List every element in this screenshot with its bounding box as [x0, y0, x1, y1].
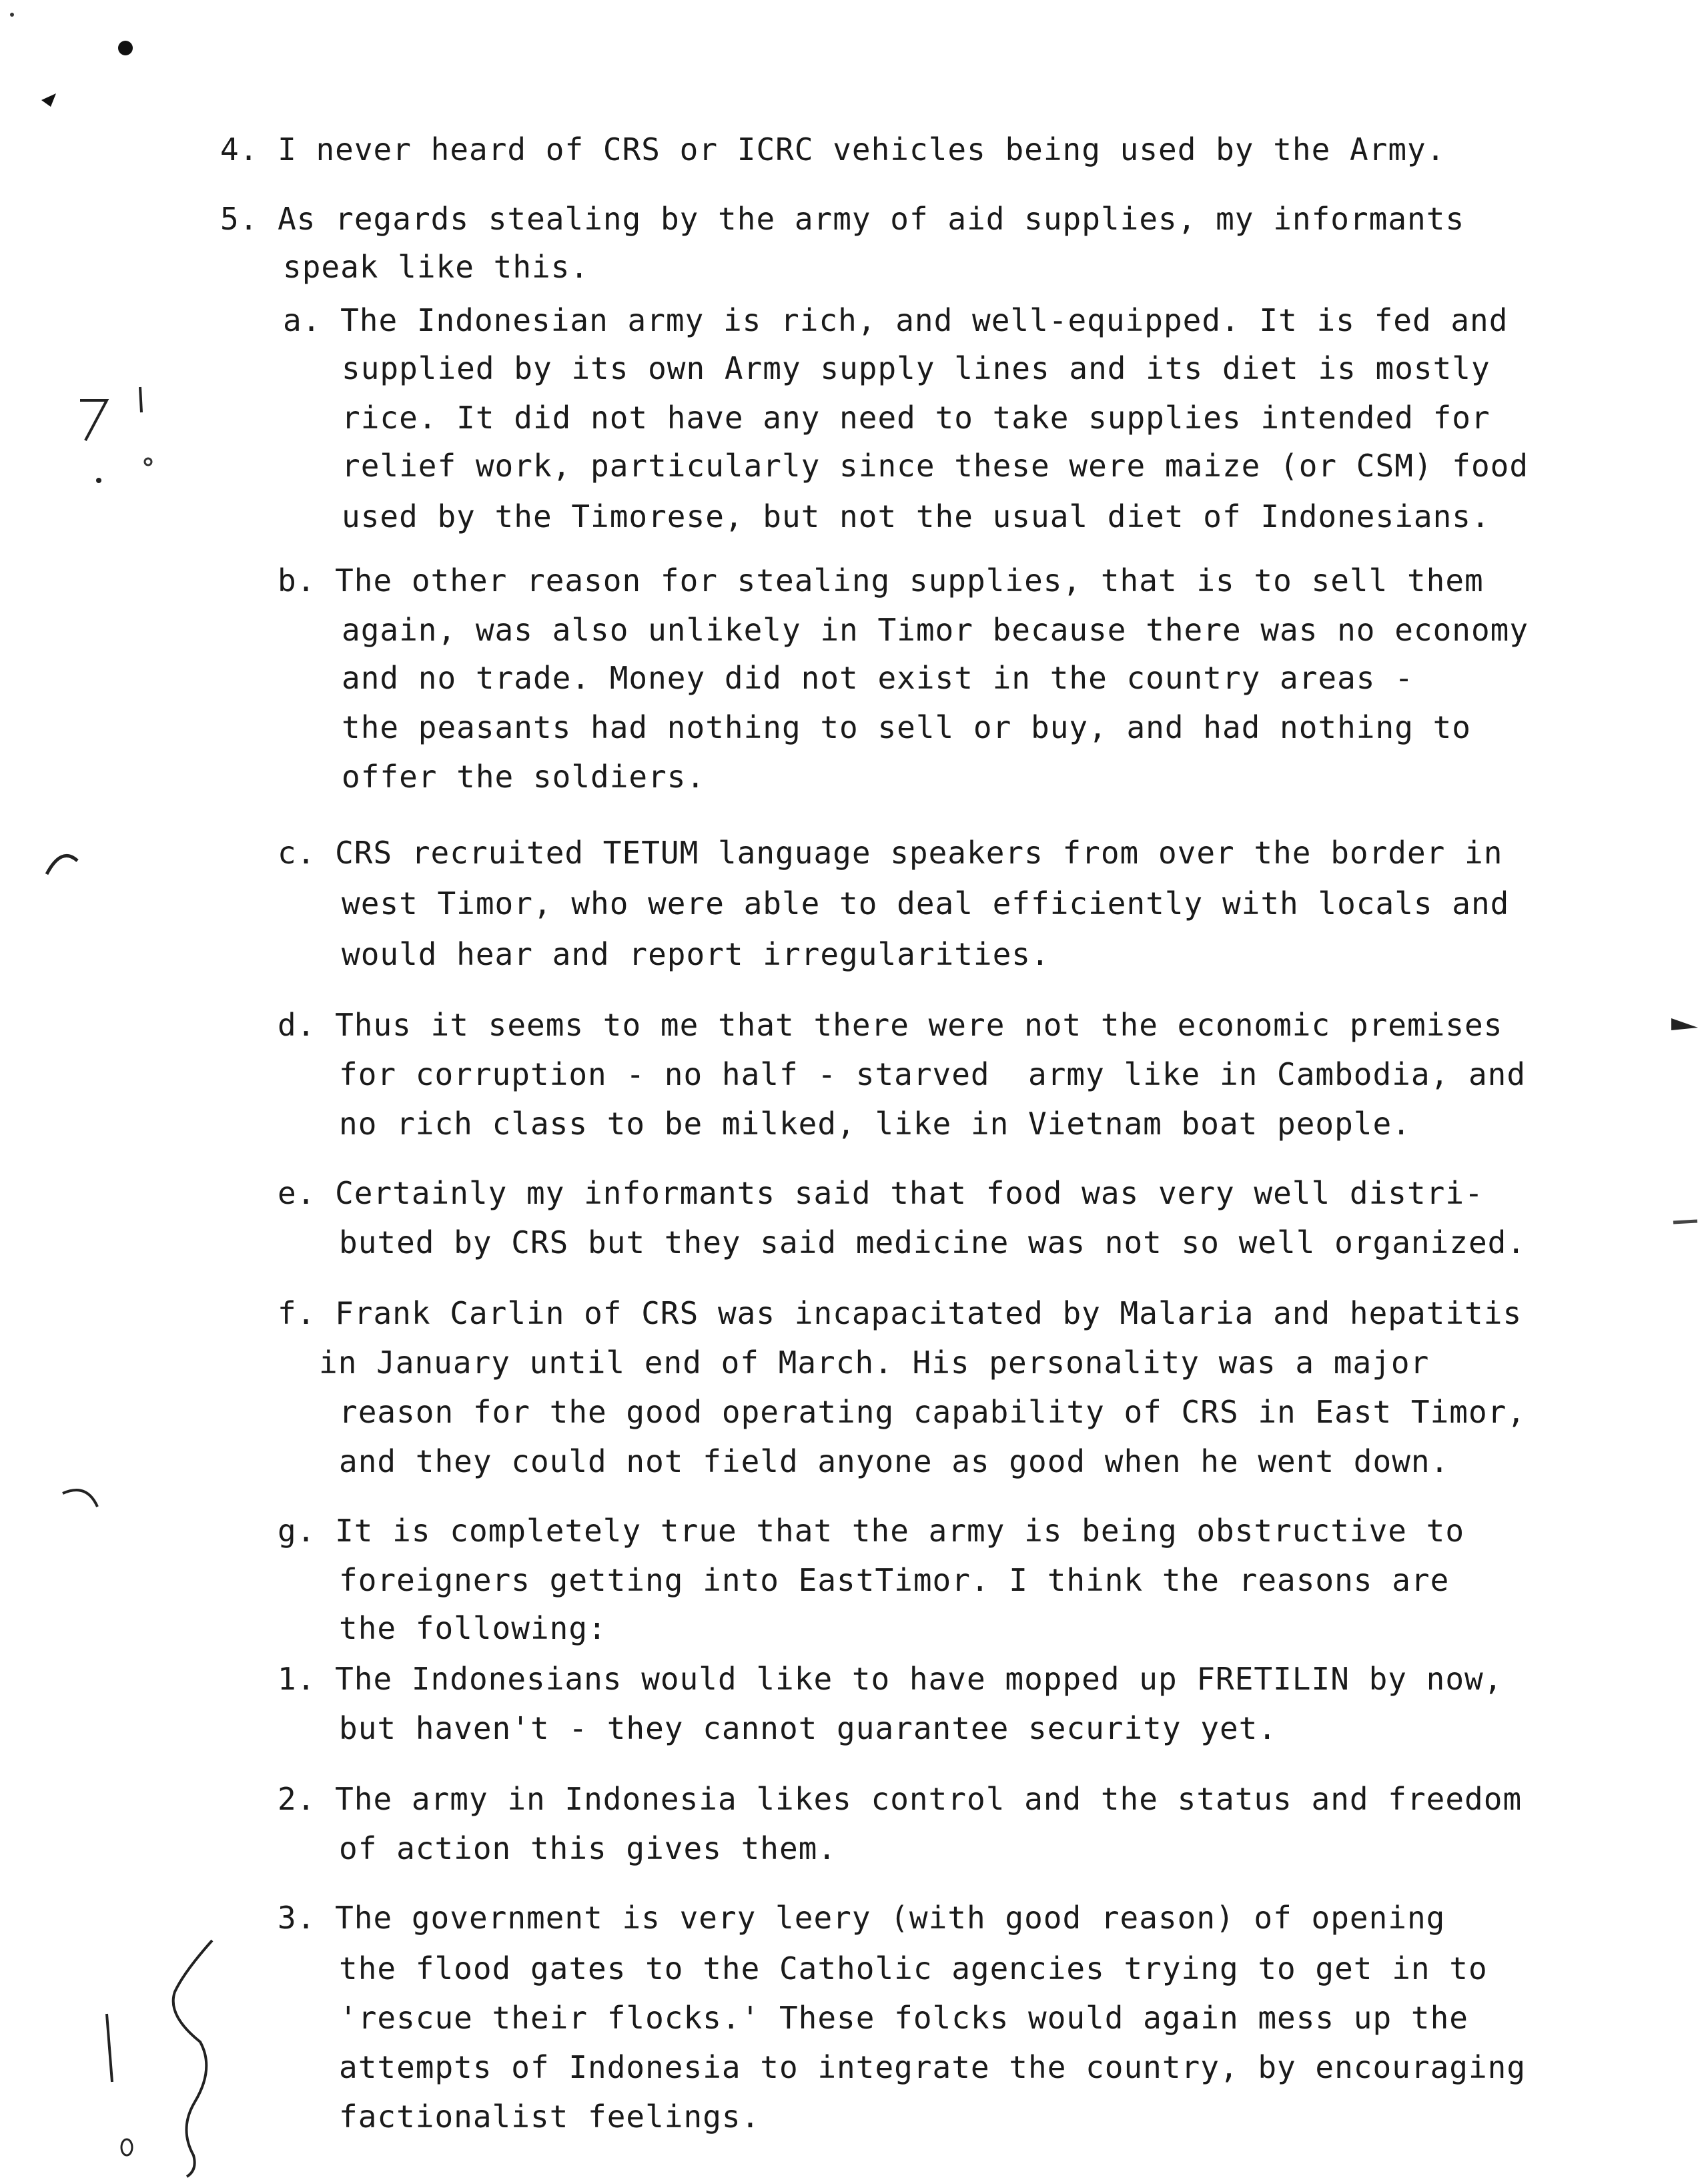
line-text: the flood gates to the Catholic agencies trying to get in to — [339, 1950, 1488, 1986]
ink-dot — [121, 2139, 132, 2155]
line-text: buted by CRS but they said medicine was not so well organized. — [339, 1224, 1527, 1260]
margin-line — [107, 2014, 112, 2082]
line-text: used by the Timorese, but not the usual diet of Indonesians. — [342, 498, 1490, 534]
edge-mark — [1673, 1221, 1697, 1222]
handwritten-seven — [80, 400, 107, 440]
margin-bracket — [47, 855, 77, 874]
line-item-a: a. The Indonesian army is rich, and well-equipped. It is fed and — [283, 302, 1509, 338]
line-text: rice. It did not have any need to take supplies intended for — [342, 400, 1490, 436]
line-item-e: e. Certainly my informants said that food was very well distri- — [278, 1175, 1484, 1211]
line-text: no rich class to be milked, like in Vietnam boat people. — [339, 1106, 1411, 1142]
edge-mark — [1671, 1018, 1698, 1030]
line-text: would hear and report irregularities. — [342, 936, 1050, 972]
line-text: attempts of Indonesia to integrate the country, by encouraging — [339, 2049, 1527, 2085]
handwritten-tick — [140, 387, 141, 412]
line-text: and no trade. Money did not exist in the country areas - — [342, 660, 1414, 696]
margin-brace — [173, 1940, 212, 2177]
line-text: but haven't - they cannot guarantee security yet. — [339, 1710, 1278, 1746]
line-text: reason for the good operating capability of CRS in East Timor, — [339, 1394, 1527, 1430]
line-text: and they could not field anyone as good when he went down. — [339, 1443, 1450, 1479]
line-item-3: 3. The government is very leery (with good reason) of opening — [278, 1900, 1446, 1936]
line-item-4: 4. I never heard of CRS or ICRC vehicles being used by the Army. — [220, 131, 1446, 167]
line-text: in January until end of March. His personality was a major — [319, 1345, 1430, 1381]
line-text: again, was also unlikely in Timor because there was no economy — [342, 612, 1529, 648]
line-text: foreigners getting into EastTimor. I think the reasons are — [339, 1562, 1450, 1598]
line-item-c: c. CRS recruited TETUM language speakers from over the border in — [278, 835, 1503, 871]
line-item-g: g. It is completely true that the army is being obstructive to — [278, 1513, 1465, 1549]
line-text: west Timor, who were able to deal efficiently with locals and — [342, 885, 1510, 922]
line-item-1: 1. The Indonesians would like to have mopped up FRETILIN by now, — [278, 1661, 1503, 1697]
ink-dot — [145, 458, 151, 465]
ink-dot — [96, 478, 101, 483]
line-text: speak like this. — [283, 249, 590, 285]
line-text: offer the soldiers. — [342, 759, 706, 795]
line-text: of action this gives them. — [339, 1830, 837, 1866]
line-item-5: 5. As regards stealing by the army of aid supplies, my informants — [220, 201, 1465, 237]
line-text: 'rescue their flocks.' These folcks would again mess up the — [339, 2000, 1468, 2036]
ink-mark — [41, 93, 56, 107]
margin-bracket — [63, 1490, 97, 1507]
line-item-f: f. Frank Carlin of CRS was incapacitated by Malaria and hepatitis — [278, 1295, 1523, 1331]
ink-dot — [10, 13, 14, 17]
line-item-d: d. Thus it seems to me that there were not the economic premises — [278, 1007, 1503, 1043]
line-text: for corruption - no half - starved army like in Cambodia, and — [339, 1056, 1527, 1092]
line-text: the peasants had nothing to sell or buy, and had nothing to — [342, 709, 1471, 745]
line-text: the following: — [339, 1610, 607, 1646]
line-text: relief work, particularly since these were maize (or CSM) food — [342, 448, 1529, 484]
line-text: factionalist feelings. — [339, 2099, 761, 2135]
line-text: supplied by its own Army supply lines and its diet is mostly — [342, 350, 1490, 386]
ink-dot — [118, 41, 133, 55]
line-item-2: 2. The army in Indonesia likes control and the status and freedom — [278, 1781, 1523, 1817]
line-item-b: b. The other reason for stealing supplies, that is to sell them — [278, 563, 1484, 599]
